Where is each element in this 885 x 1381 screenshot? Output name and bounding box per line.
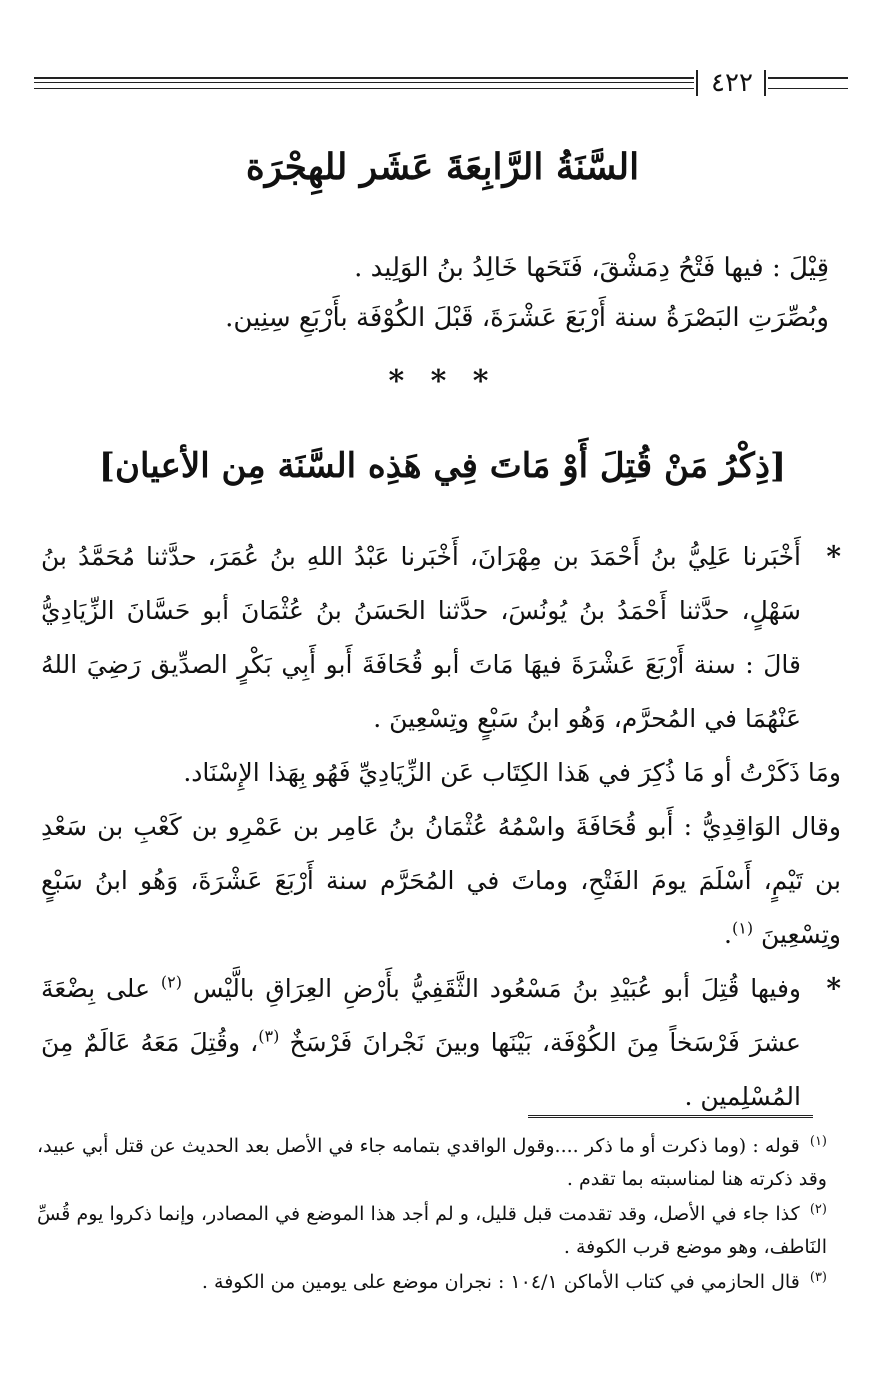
footnote-ref[interactable]: (٢) bbox=[160, 972, 182, 992]
entry bbox=[41, 962, 841, 1124]
footnote-number: (١) bbox=[809, 1133, 827, 1149]
footnote-text: كذا جاء في الأصل، وقد تقدمت قبل قليل، و لم أجد هذا الموضع في المصادر، وإنما ذكروا يوم قُسِّ النَاطف، وهو موضع قرب الكوفة . bbox=[37, 1203, 827, 1258]
section-heading: [ذِكْرُ مَنْ قُتِلَ أَوْ مَاتَ فِي هَذِه السَّنَة مِن الأعيان] bbox=[98, 446, 787, 486]
bullet-asterisk: * bbox=[826, 540, 841, 573]
main-text bbox=[41, 530, 841, 1124]
footnote-text: قوله : (وما ذكرت أو ما ذكر ....وقول الواقدي بتمامه جاء في الأصل بعد الحديث عن قتل أبي عبيد، وقد ذكرته هنا لمناسبته بما تقدم . bbox=[37, 1135, 827, 1190]
footnote-number: (٢) bbox=[809, 1201, 827, 1217]
footnote bbox=[37, 1198, 827, 1264]
entry-text: أَخْبَرنا عَلِيُّ بنُ أَحْمَدَ بن مِهْرَانَ، أَخْبَرنا عَبْدُ اللهِ بنُ عُمَرَ، حدَّثنا مُحَمَّدُ بنُ سَهْلٍ، حدَّثنا أَحْمَدُ بنُ يُونُسَ، حدَّثنا الحَسَنُ بنُ عُثْمَانَ أبو حَسَّانَ الزِّيَادِيُّ قالَ : سنة أَرْبَعَ عَشْرَةَ فيهَا مَاتَ أبو قُحَافَةَ أَبو أَبِي بَكْرٍ الصدِّيق رَضِيَ اللهُ عَنْهُمَا في المُحرَّم، وَهُو ابنُ سَبْعٍ وتِسْعِينَ . bbox=[41, 542, 801, 733]
header-rule bbox=[768, 77, 848, 89]
footnote-separator bbox=[528, 1115, 813, 1118]
header-rule bbox=[34, 77, 694, 89]
page-number: ٤٢٢ bbox=[711, 68, 753, 98]
paragraph: ومَا ذَكَرْتُ أو مَا ذُكِرَ في هَذا الكِتَاب عَن الزِّيَادِيِّ فَهُو بِهَذا الإِسْنَاد. bbox=[183, 758, 841, 787]
paragraph-text: وقال الوَاقِدِيُّ : أَبو قُحَافَةَ واسْمُهُ عُثْمَانُ بنُ عَامِر بن عَمْرِو بن كَعْبِ بن سَعْدِ بن تَيْمٍ، أَسْلَمَ يومَ الفَتْحِ، وماتَ في المُحَرَّم سنة أَرْبَعَ عَشْرَةَ، وَهُو ابنُ سَبْعٍ وتِسْعِينَ bbox=[41, 812, 841, 949]
intro-line: وبُصِّرَتِ البَصْرَةُ سنة أَرْبَعَ عَشْرَةَ، قَبْلَ الكُوْفَة بأَرْبَعِ سِنِين. bbox=[225, 303, 829, 333]
chapter-title: السَّنَةُ الرَّابِعَةَ عَشَر للهِجْرَة bbox=[245, 146, 640, 188]
paragraph bbox=[41, 800, 841, 962]
entry-text: ، وقُتِلَ مَعَهُ عَالَمٌ مِنَ المُسْلِمين . bbox=[41, 1028, 801, 1111]
entry bbox=[41, 530, 841, 746]
footnote bbox=[37, 1266, 827, 1299]
entry-text: وفيها قُتِلَ أبو عُبَيْدِ بنُ مَسْعُود الثَّقَفِيُّ بأَرْضِ العِرَاقِ بالَّيْس bbox=[192, 974, 801, 1003]
intro-line: قِيْلَ : فيها فَتْحُ دِمَشْقَ، فَتَحَها خَالِدُ بنُ الوَلِيد . bbox=[354, 253, 829, 283]
entry-text: على بِضْعَةَ عشرَ فَرْسَخاً مِنَ الكُوْفَة، بَيْنَها وبينَ نَجْرانَ فَرْسَخٌ bbox=[41, 974, 801, 1057]
footnote-text: قال الحازمي في كتاب الأماكن ١٠٤/١ : نجران موضع على يومين من الكوفة . bbox=[201, 1271, 800, 1293]
footnote-ref[interactable]: (٣) bbox=[258, 1026, 280, 1046]
bullet-asterisk: * bbox=[826, 972, 841, 1005]
intro-text bbox=[49, 243, 829, 343]
paragraph-end: . bbox=[724, 920, 732, 949]
header-divider bbox=[764, 70, 766, 96]
footnote bbox=[37, 1130, 827, 1196]
section-separator: * * * bbox=[388, 364, 497, 399]
page-header bbox=[30, 68, 855, 98]
footnote-ref[interactable]: (١) bbox=[731, 918, 754, 938]
footnote-number: (٣) bbox=[809, 1269, 827, 1285]
footnotes bbox=[37, 1130, 827, 1301]
header-divider bbox=[696, 70, 698, 96]
